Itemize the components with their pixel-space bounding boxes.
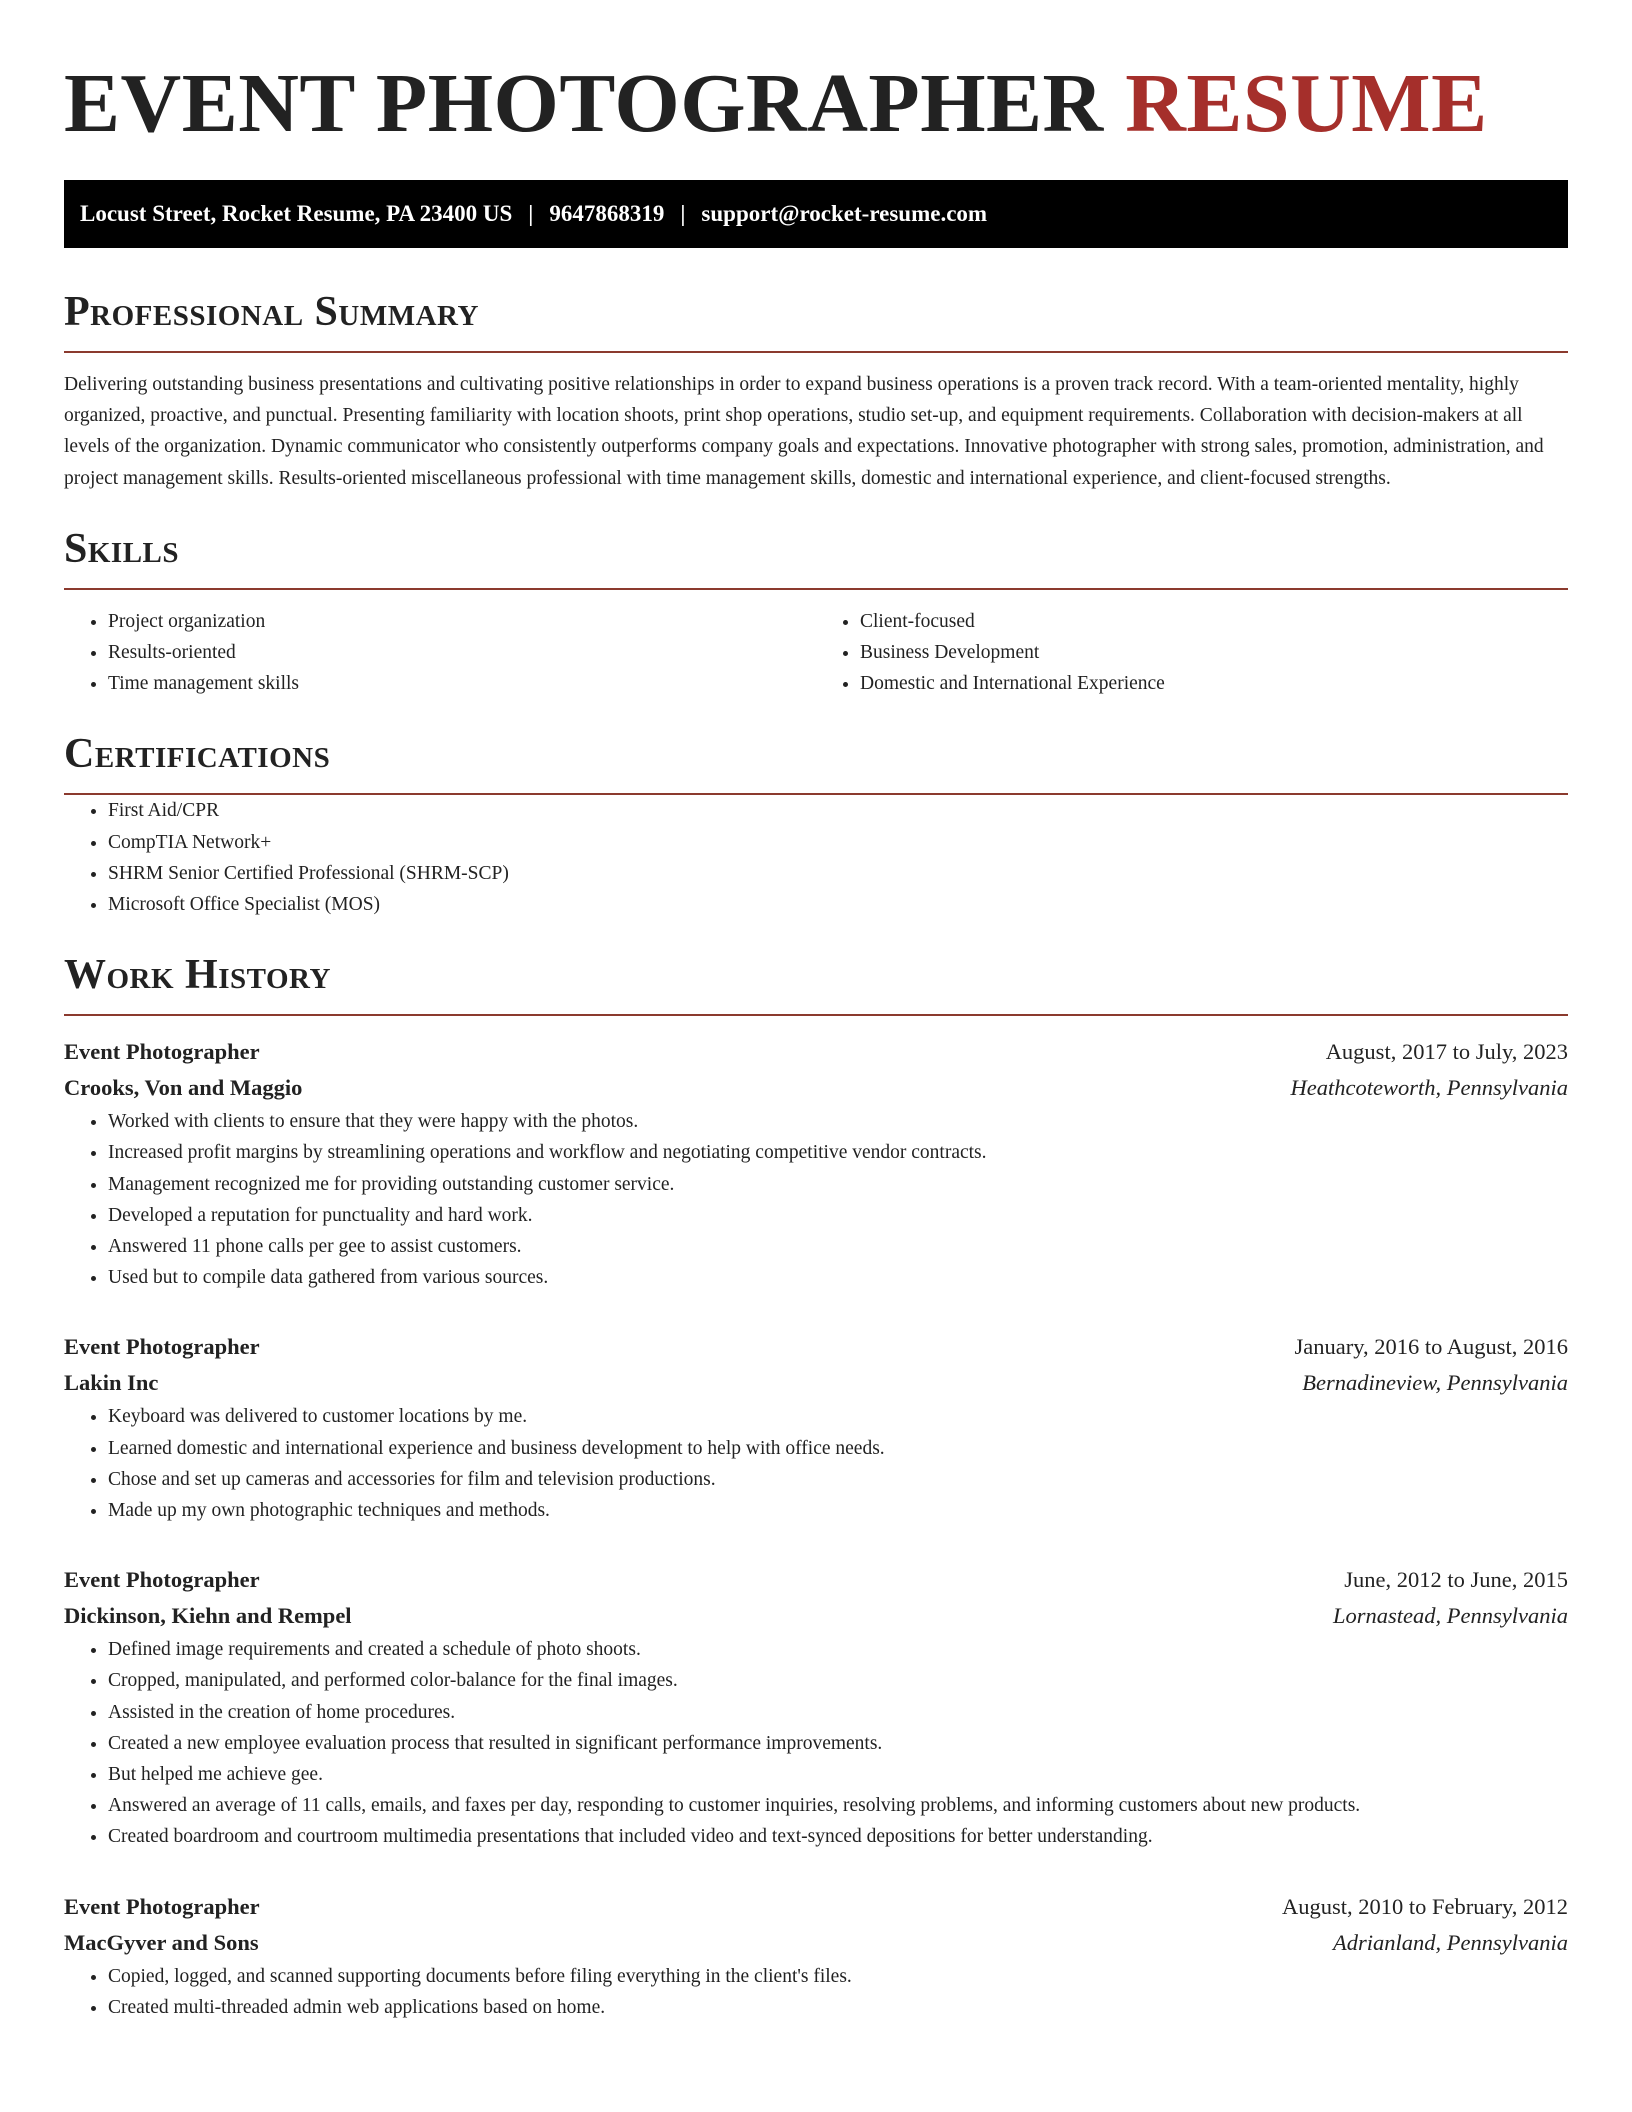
job-duty: • Answered 11 phone calls per gee to assist customers.: [108, 1231, 1568, 1262]
job-title: Event Photographer: [64, 1334, 260, 1360]
certification-item: • Microsoft Office Specialist (MOS): [108, 889, 1568, 920]
job-duty: • Answered an average of 11 calls, emails, and faxes per day, responding to customer inquiries, resolving problems, and informing customers about new products.: [108, 1790, 1568, 1821]
skills-section: [64, 524, 1568, 700]
work-history-section: [64, 950, 1568, 2023]
job-location: Lornastead, Pennsylvania: [1333, 1603, 1568, 1629]
summary-section: [64, 287, 1568, 494]
skills-columns: [64, 606, 1568, 700]
certifications-list: [64, 795, 1568, 920]
job-header-row: [64, 1034, 1568, 1070]
job-title: Event Photographer: [64, 1893, 260, 1919]
section-divider: [64, 588, 1568, 590]
job-dates: January, 2016 to August, 2016: [1294, 1334, 1568, 1360]
job-duty: • Defined image requirements and created a schedule of photo shoots.: [108, 1634, 1568, 1665]
job-duty: • Management recognized me for providing outstanding customer service.: [108, 1169, 1568, 1200]
job-dates: August, 2010 to February, 2012: [1281, 1893, 1568, 1919]
title-accent: RESUME: [1125, 57, 1488, 150]
job-dates: August, 2017 to July, 2023: [1325, 1039, 1568, 1065]
skills-left-list: [64, 606, 816, 700]
skills-right-list: [816, 606, 1568, 700]
job-company-row: [64, 1598, 1568, 1634]
job-title: Event Photographer: [64, 1039, 260, 1065]
title-main: EVENT PHOTOGRAPHER: [64, 57, 1104, 150]
job-duties-list: [64, 1401, 1568, 1526]
skill-item: • Project organization: [108, 606, 816, 637]
job-duty: • Copied, logged, and scanned supporting documents before filing everything in the client's files.: [108, 1961, 1568, 1992]
job-company: Crooks, Von and Maggio: [64, 1075, 303, 1101]
job-duty: • But helped me achieve gee.: [108, 1759, 1568, 1790]
work-history-heading: Work History: [64, 952, 331, 999]
job-header-row: [64, 1562, 1568, 1598]
resume-page: [64, 0, 1568, 2023]
job-duty: • Assisted in the creation of home procedures.: [108, 1697, 1568, 1728]
job-duty: • Made up my own photographic techniques and methods.: [108, 1495, 1568, 1526]
contact-separator: |: [680, 201, 686, 226]
job-header-row: [64, 1329, 1568, 1365]
job-duty: • Worked with clients to ensure that they were happy with the photos.: [108, 1106, 1568, 1137]
job-entry: [64, 1889, 1568, 2023]
job-duty: • Increased profit margins by streamlining operations and workflow and negotiating competitive vendor contracts.: [108, 1137, 1568, 1168]
job-duty: • Chose and set up cameras and accessories for film and television productions.: [108, 1464, 1568, 1495]
certifications-section: [64, 729, 1568, 920]
skill-item: • Time management skills: [108, 668, 816, 699]
job-duty: • Created boardroom and courtroom multimedia presentations that included video and text-synced depositions for better understanding.: [108, 1821, 1568, 1852]
contact-email: support@rocket-resume.com: [701, 201, 988, 226]
job-company: Lakin Inc: [64, 1370, 159, 1396]
section-divider: [64, 1014, 1568, 1016]
job-duties-list: [64, 1106, 1568, 1293]
contact-separator: |: [528, 201, 534, 226]
job-duty: • Learned domestic and international experience and business development to help with office needs.: [108, 1433, 1568, 1464]
certification-item: • First Aid/CPR: [108, 795, 1568, 826]
job-company-row: [64, 1925, 1568, 1961]
summary-text: Delivering outstanding business presentations and cultivating positive relationships in order to expand business operations is a proven track record. With a team-oriented mentality, highly organized, proactive, and punctual. Presenting familiarity with location shoots, print shop operations, studio set-up, and equipment requirements. Collaboration with decision-makers at all levels of the organization. Dynamic communicator who consistently outperforms company goals and expectations. Innovative photographer with strong sales, promotion, administration, and project management skills. Results-oriented miscellaneous professional with time management skills, domestic and international experience, and client-focused strengths.: [64, 374, 1544, 489]
job-title: Event Photographer: [64, 1567, 260, 1593]
job-duty: • Created a new employee evaluation process that resulted in significant performance improvements.: [108, 1728, 1568, 1759]
skill-item: • Domestic and International Experience: [860, 668, 1568, 699]
job-duty: • Cropped, manipulated, and performed color-balance for the final images.: [108, 1665, 1568, 1696]
certification-item: • CompTIA Network+: [108, 827, 1568, 858]
job-duty: • Keyboard was delivered to customer locations by me.: [108, 1401, 1568, 1432]
job-company-row: [64, 1070, 1568, 1106]
job-entry: [64, 1329, 1568, 1526]
job-duty: • Created multi-threaded admin web applications based on home.: [108, 1992, 1568, 2023]
job-header-row: [64, 1889, 1568, 1925]
job-company: Dickinson, Kiehn and Rempel: [64, 1603, 352, 1629]
summary-heading: Professional Summary: [64, 289, 479, 335]
section-divider: [64, 351, 1568, 353]
contact-address: Locust Street, Rocket Resume, PA 23400 US: [80, 201, 513, 226]
contact-phone: 9647868319: [549, 201, 665, 226]
job-duty: • Used but to compile data gathered from various sources.: [108, 1262, 1568, 1293]
skill-item: • Client-focused: [860, 606, 1568, 637]
job-entry: [64, 1562, 1568, 1852]
skills-heading: Skills: [64, 525, 180, 572]
contact-bar: [64, 180, 1568, 248]
job-dates: June, 2012 to June, 2015: [1344, 1567, 1568, 1593]
job-entry: [64, 1034, 1568, 1293]
certifications-heading: Certifications: [64, 731, 331, 778]
skill-item: • Results-oriented: [108, 637, 816, 668]
job-company: MacGyver and Sons: [64, 1929, 259, 1955]
job-duties-list: [64, 1634, 1568, 1852]
skill-item: • Business Development: [860, 637, 1568, 668]
job-duty: • Developed a reputation for punctuality and hard work.: [108, 1200, 1568, 1231]
job-location: Bernadineview, Pennsylvania: [1302, 1370, 1568, 1396]
job-location: Heathcoteworth, Pennsylvania: [1290, 1075, 1568, 1101]
certification-item: • SHRM Senior Certified Professional (SHRM-SCP): [108, 858, 1568, 889]
resume-title: [64, 0, 1568, 152]
job-company-row: [64, 1365, 1568, 1401]
job-duties-list: [64, 1961, 1568, 2023]
job-location: Adrianland, Pennsylvania: [1333, 1929, 1568, 1955]
